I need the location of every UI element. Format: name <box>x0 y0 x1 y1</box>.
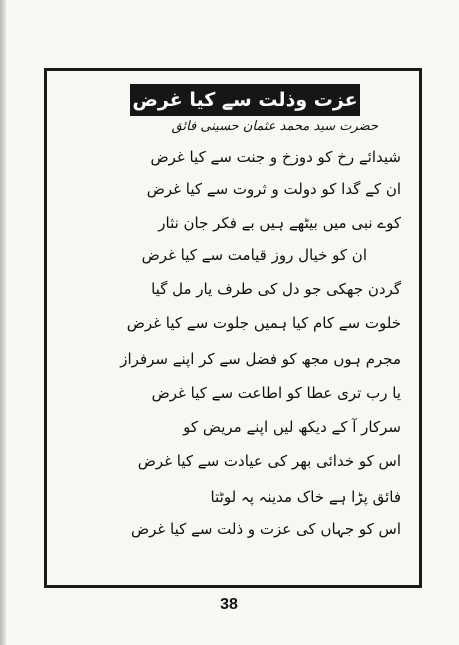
verse-line: سرکار آ کے دیکھ لیں اپنے مریض کو <box>183 418 401 436</box>
verse-line: گردن جھکی جو دل کی طرف یار مل گیا <box>151 280 401 298</box>
verse-line: مجرم ہوں مجھ کو فضل سے کر اپنے سرفراز <box>120 350 401 368</box>
verse-line: ان کو خیال روز قیامت سے کیا غرض <box>141 246 367 264</box>
verse-line: ان کے گدا کو دولت و ثروت سے کیا غرض <box>146 180 401 198</box>
poet-name: حضرت سید محمد عثمان حسینی فائق <box>171 119 378 134</box>
verse-line: شیدائے رخ کو دوزخ و جنت سے کیا غرض <box>150 148 401 166</box>
page-title: عزت وذلت سے کیا غرض <box>132 89 358 111</box>
verse-line: فائق پڑا ہے خاک مدینہ پہ لوٹتا <box>210 488 401 506</box>
verse-line: خلوت سے کام کیا ہمیں جلوت سے کیا غرض <box>126 314 401 332</box>
title-banner <box>130 84 360 116</box>
verse-line: اس کو خدائی بھر کی عیادت سے کیا غرض <box>137 452 401 470</box>
verse-line: کوے نبی میں بیٹھے ہیں بے فکر جان نثار <box>158 214 401 232</box>
verse-line: یا رب تری عطا کو اطاعت سے کیا غرض <box>151 384 401 402</box>
scan-edge <box>0 0 6 645</box>
page-number: 38 <box>220 596 238 613</box>
verse-line: اس کو جہاں کی عزت و ذلت سے کیا غرض <box>131 520 401 538</box>
